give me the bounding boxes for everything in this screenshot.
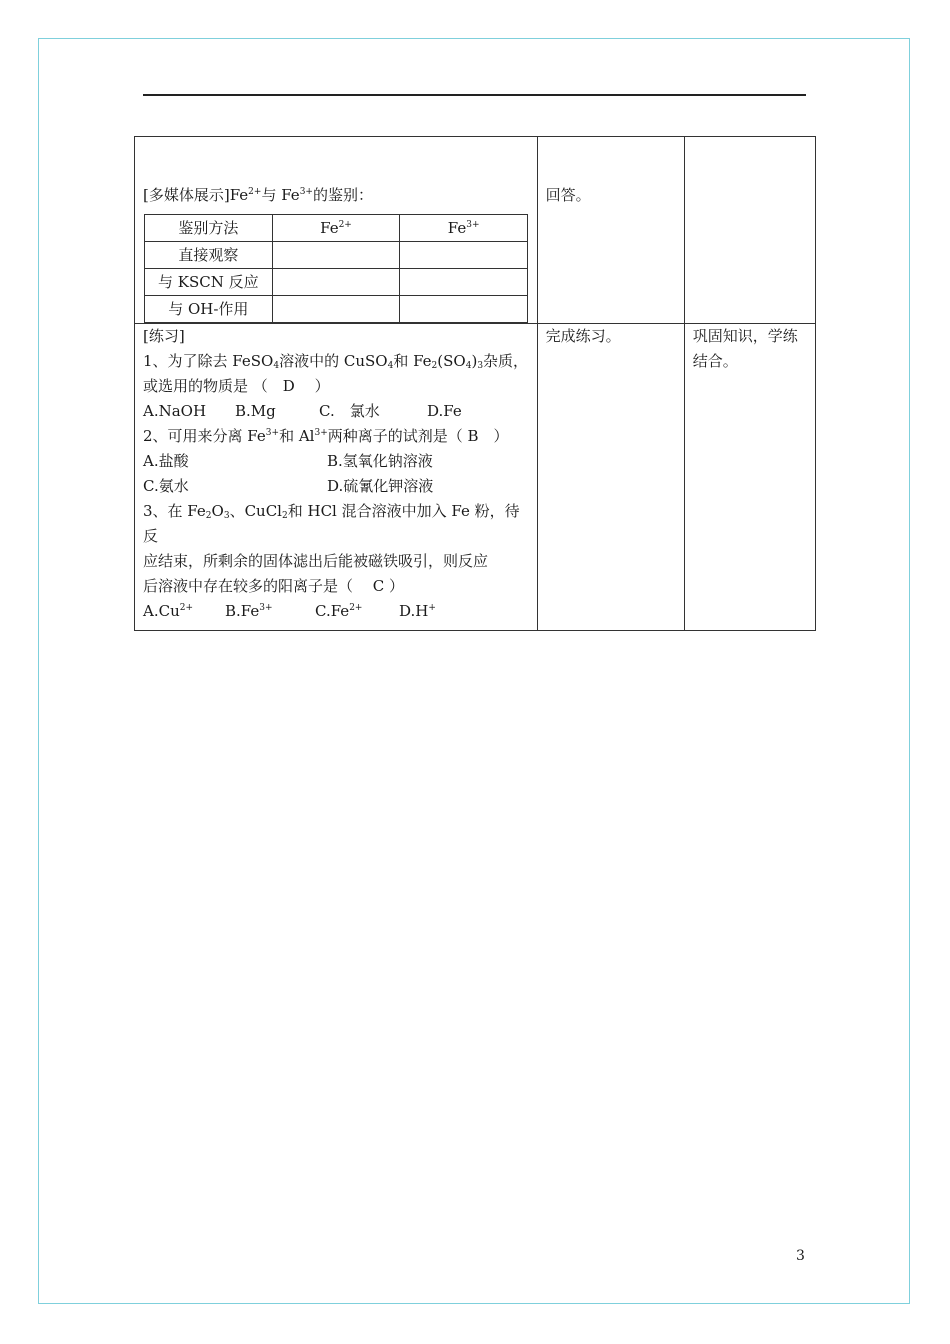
question-3-line-2: 应结束，所剩余的固体滤出后能被磁铁吸引，则反应 xyxy=(143,552,489,570)
table-cell xyxy=(400,296,528,323)
heading-text: [多媒体展示]Fe xyxy=(143,186,249,204)
table-cell: 与 OH-作用 xyxy=(145,296,273,323)
student-activity-cell xyxy=(537,324,684,631)
question-1-options xyxy=(143,399,529,424)
table-cell xyxy=(400,269,528,296)
question-3-line-3: 后溶液中存在较多的阳离子是（ C ） xyxy=(143,577,405,595)
student-activity-cell xyxy=(537,137,684,324)
student-text: 回答。 xyxy=(545,186,591,204)
option: C. 氯水 xyxy=(319,402,380,420)
exercise-cell xyxy=(135,324,538,631)
table-row xyxy=(145,269,528,296)
intent-text: 巩固知识，学练结合。 xyxy=(692,327,798,370)
table-header: $Fe^{3+}$ xyxy=(400,215,528,242)
table-cell: 与 KSCN 反应 xyxy=(145,269,273,296)
option: D.硫氰化钾溶液 xyxy=(327,477,434,495)
superscript: 3+ xyxy=(299,187,313,197)
design-intent-cell xyxy=(684,137,815,324)
table-row xyxy=(135,324,816,631)
table-row xyxy=(145,215,528,242)
superscript: 2+ xyxy=(248,187,262,197)
table-header: 鉴别方法 xyxy=(145,215,273,242)
student-text: 完成练习。 xyxy=(545,327,621,345)
table-cell xyxy=(272,242,400,269)
option: B.氢氧化钠溶液 xyxy=(327,452,433,470)
table-header: $Fe^{2+}$ xyxy=(272,215,400,242)
option: $C.Fe^{2+}$ xyxy=(315,602,363,620)
table-cell: 直接观察 xyxy=(145,242,273,269)
question-3: 3、在 $Fe_2O_3$、CuCl$_2$和 HCl 混合溶液中加入 Fe 粉，待反 xyxy=(143,502,520,545)
option: D.H+ xyxy=(399,602,436,620)
table-cell xyxy=(272,269,400,296)
option: $B.Fe^{3+}$ xyxy=(225,602,273,620)
option: B.Mg xyxy=(235,402,276,420)
question-3-options xyxy=(143,599,529,624)
option: D.Fe xyxy=(427,402,462,420)
identification-table xyxy=(144,214,528,323)
table-cell xyxy=(400,242,528,269)
question-2-options-a xyxy=(143,449,529,474)
question-1: 1、为了除去 FeSO$_4$溶液中的 CuSO$_4$和 $Fe_2(SO_4)_3$杂质， xyxy=(143,352,529,371)
table-row xyxy=(145,296,528,323)
heading-line xyxy=(135,183,537,214)
option: A.NaOH xyxy=(143,402,207,420)
table-cell xyxy=(272,296,400,323)
teacher-activity-cell xyxy=(135,137,538,324)
exercise-title: [练习] xyxy=(143,327,185,345)
question-2-options-b xyxy=(143,474,529,499)
header-rule xyxy=(143,94,806,96)
option: A.盐酸 xyxy=(143,452,189,470)
intent-text xyxy=(685,137,815,149)
table-row xyxy=(135,137,816,324)
question-2: 2、可用来分离 $Fe^{3+}$和 $Al^{3+}$两种离子的试剂是（ B ） xyxy=(143,427,509,445)
heading-text: 的鉴别： xyxy=(312,186,373,204)
page-number: 3 xyxy=(796,1248,805,1264)
design-intent-cell xyxy=(684,324,815,631)
heading-text: 与 Fe xyxy=(261,186,300,204)
option: C.氨水 xyxy=(143,477,189,495)
question-1-line-2: 或选用的物质是 （ D ） xyxy=(143,377,330,395)
option: $A.Cu^{2+}$ xyxy=(143,602,194,620)
table-row xyxy=(145,242,528,269)
lesson-table xyxy=(134,136,816,631)
